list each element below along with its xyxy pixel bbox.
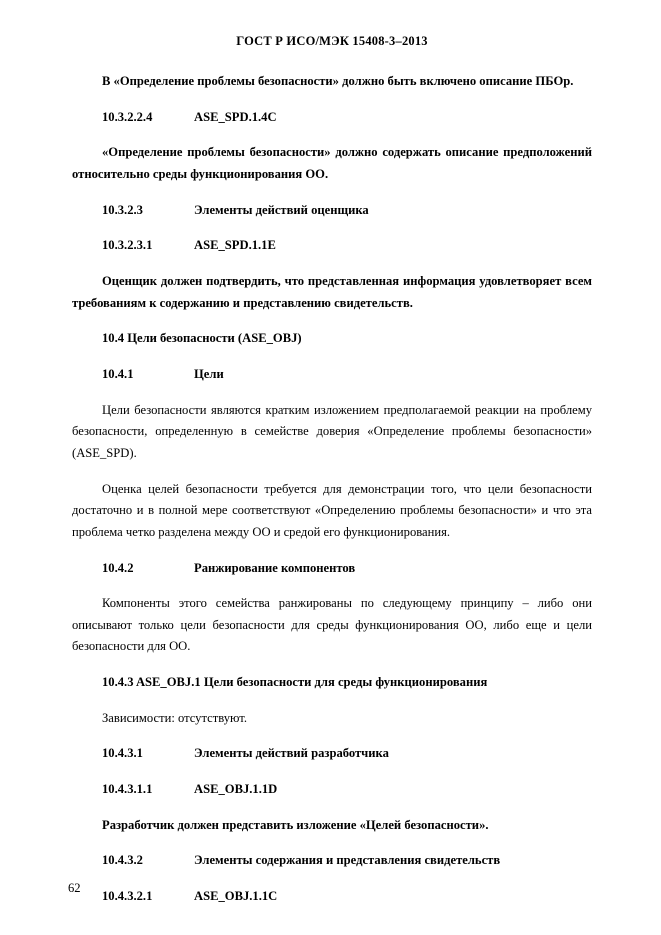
heading-number: 10.4.2 — [102, 560, 134, 575]
heading-number: 10.3.2.2.4 — [102, 109, 153, 124]
paragraph-spd-1-3c-statement: В «Определение проблемы безопасности» должно быть включено описание ПБОр. — [102, 74, 574, 88]
heading-number: 10.4.1 — [102, 366, 134, 381]
heading-title: ASE_SPD.1.1E — [194, 238, 276, 253]
heading-10-4-2 — [72, 558, 592, 580]
document-header: ГОСТ Р ИСО/МЭК 15408-3–2013 — [236, 34, 428, 48]
heading-10-4-3-1-1 — [72, 779, 592, 801]
paragraph-spd-1-4c-statement: «Определение проблемы безопасности» должно содержать описание предположений относительно среды функционирования ОО. — [72, 145, 592, 181]
heading-10-4-3: 10.4.3 ASE_OBJ.1 Цели безопасности для среды функционирования — [102, 675, 488, 690]
heading-number: 10.4.3.1.1 — [102, 782, 153, 797]
heading-number: 10.4.3.2 — [102, 853, 143, 868]
paragraph-spd-1-1e-statement: Оценщик должен подтвердить, что представленная информация удовлетворяет всем требованиям к содержанию и представлению свидетельств. — [72, 273, 592, 310]
heading-10-3-2-3-1 — [72, 235, 592, 257]
heading-10-4: 10.4 Цели безопасности (ASE_OBJ) — [102, 331, 302, 346]
heading-title: Цели — [194, 366, 224, 381]
heading-number: 10.4.3.1 — [102, 746, 143, 761]
heading-10-3-2-3 — [72, 200, 592, 222]
heading-10-4-1 — [72, 364, 592, 386]
paragraph-obj-1-1d-statement: Разработчик должен представить изложение «Целей безопасности». — [102, 817, 489, 832]
heading-title: Элементы действий разработчика — [194, 746, 389, 761]
heading-10-3-2-2-4 — [72, 107, 592, 129]
heading-title: ASE_SPD.1.4C — [194, 109, 277, 124]
heading-number: 10.4.3.2.1 — [102, 889, 153, 904]
heading-10-4-3-2-1 — [72, 886, 592, 908]
heading-title: Ранжирование компонентов — [194, 560, 356, 575]
paragraph-objectives-evaluation: Оценка целей безопасности требуется для демонстрации того, что цели безопасности достаточно и в полной мере соответствуют «Определению проблемы безопасности» и что эта проблема четко разделена между ОО и средой его функционирования. — [72, 481, 592, 539]
paragraph-dependencies: Зависимости: отсутствуют. — [102, 710, 247, 725]
heading-title: Элементы содержания и представления свидетельств — [194, 853, 501, 868]
heading-title: ASE_OBJ.1.1C — [194, 889, 278, 904]
paragraph-objectives-summary: Цели безопасности являются кратким изложением предполагаемой реакции на проблему безопасности, определенную в семействе доверия «Определение проблемы безопасности» (ASE_SPD). — [72, 402, 592, 460]
heading-number: 10.3.2.3.1 — [102, 238, 153, 253]
heading-title: Элементы действий оценщика — [194, 202, 369, 217]
page-number: 62 — [68, 881, 81, 895]
page-content — [72, 34, 592, 922]
heading-number: 10.3.2.3 — [102, 202, 143, 217]
paragraph-component-ranking: Компоненты этого семейства ранжированы по следующему принципу – либо они описывают только цели безопасности для среды функционирования ОО, либо еще и цели безопасности для ОО. — [72, 596, 592, 654]
heading-title: ASE_OBJ.1.1D — [194, 782, 278, 797]
heading-10-4-3-1 — [72, 743, 592, 765]
heading-10-4-3-2 — [72, 850, 592, 872]
